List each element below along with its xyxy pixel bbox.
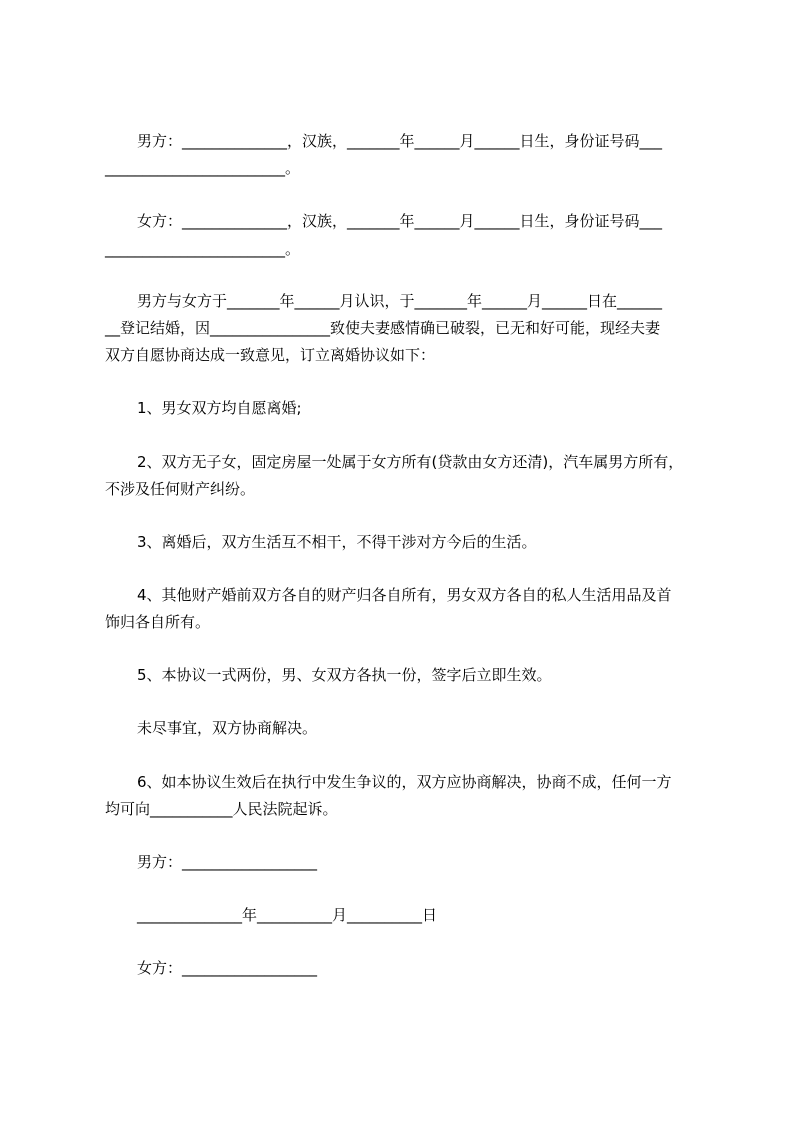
signature-male: 男方：__________________ <box>137 853 318 871</box>
clause-6-line-1: 6、如本协议生效后在执行中发生争议的，双方应协商解决，协商不成，任何一方 <box>137 773 672 791</box>
intro-line-2: __登记结婚，因________________致使夫妻感情确已破裂，已无和好可能，现经夫妻 <box>105 319 661 337</box>
clause-4-line-1: 4、其他财产婚前双方各自的财产归各自所有，男女双方各自的私人生活用品及首 <box>137 586 672 604</box>
clause-1: 1、男女双方均自愿离婚; <box>137 399 302 417</box>
intro-line-1: 男方与女方于_______年______月认识，于_______年______月______日在______ <box>137 292 663 310</box>
signature-date: ______________年__________月__________日 <box>137 906 438 924</box>
party-female-line-2: ________________________。 <box>105 240 301 258</box>
signature-female: 女方：__________________ <box>137 959 318 977</box>
clause-2-line-1: 2、双方无子女，固定房屋一处属于女方所有(贷款由女方还清)，汽车属男方所有， <box>137 453 684 471</box>
clause-6-line-2: 均可向___________人民法院起诉。 <box>105 800 338 818</box>
clause-3: 3、离婚后，双方生活互不相干，不得干涉对方今后的生活。 <box>137 533 537 551</box>
clause-5: 5、本协议一式两份，男、女双方各执一份，签字后立即生效。 <box>137 666 552 684</box>
party-male-line-2: ________________________。 <box>105 159 301 177</box>
unresolved-matters: 未尽事宜，双方协商解决。 <box>137 719 318 737</box>
clause-2-line-2: 不涉及任何财产纠纷。 <box>105 480 256 498</box>
intro-line-3: 双方自愿协商达成一致意见，订立离婚协议如下： <box>105 346 436 364</box>
party-female-line-1: 女方：______________，汉族，_______年______月______日生，身份证号码___ <box>137 212 663 230</box>
party-male-line-1: 男方：______________，汉族，_______年______月______日生，身份证号码___ <box>137 132 663 150</box>
clause-4-line-2: 饰归各自所有。 <box>105 613 211 631</box>
